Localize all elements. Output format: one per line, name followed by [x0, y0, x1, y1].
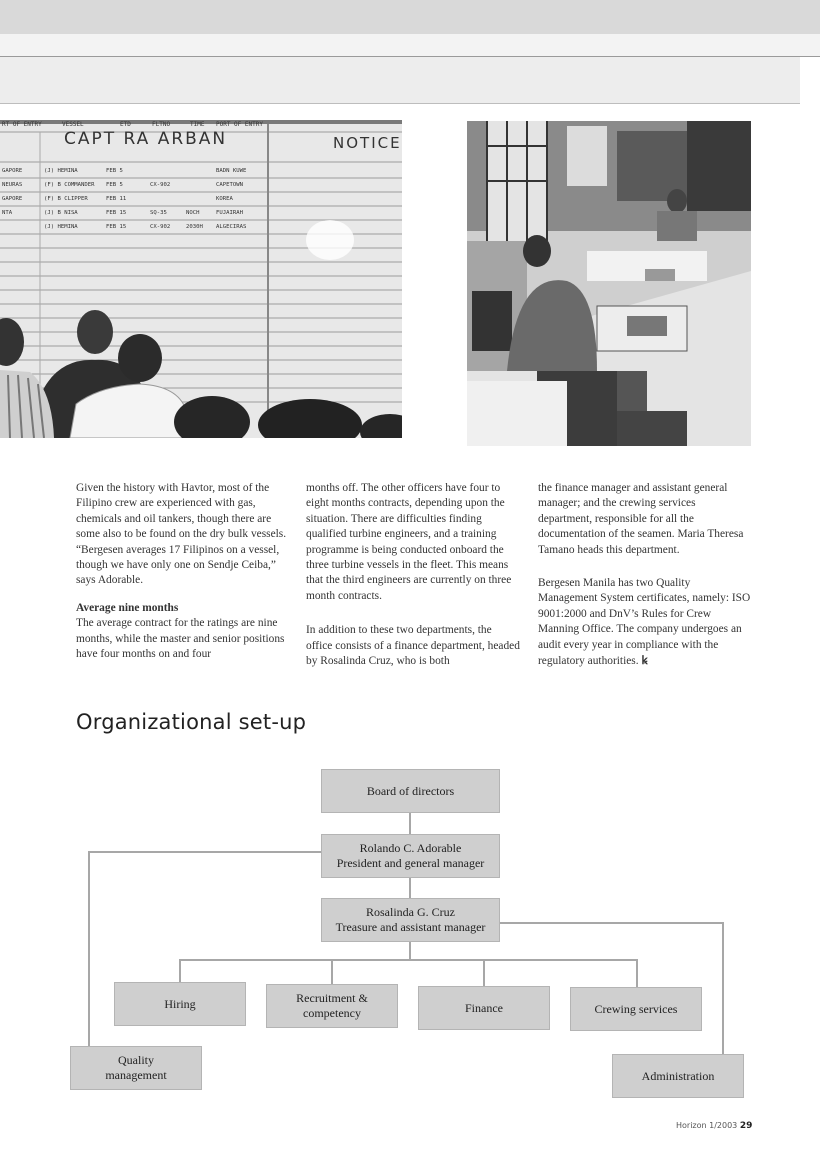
whiteboard-photo — [0, 120, 402, 438]
article-paragraph: In addition to these two departments, the office consists of a finance department, headed by Rosalinda Cruz, who is both — [306, 624, 520, 668]
board-row-vessel: (J) HEMINA — [44, 168, 78, 174]
org-box-label: Board of directors — [366, 783, 455, 798]
org-box-label: Recruitment & competency — [296, 991, 368, 1020]
article-column-3 — [538, 481, 752, 681]
board-header-col3: ETD — [120, 121, 131, 128]
board-header-col5: TIME — [190, 121, 205, 128]
org-box-president — [321, 834, 500, 878]
org-box-role: Treasure and assistant manager — [335, 920, 486, 934]
board-row — [0, 164, 330, 178]
connector-line — [179, 959, 181, 982]
org-box-board — [321, 769, 500, 813]
board-header-col2: VESSEL — [62, 121, 84, 128]
board-row-time: 2030H — [186, 224, 203, 230]
org-box-recruitment — [266, 984, 398, 1028]
header-band — [0, 57, 800, 104]
board-row-flight: CX-902 — [150, 182, 171, 188]
board-row-entry: FUJAIRAH — [216, 210, 243, 216]
board-row — [0, 206, 330, 220]
org-box-hiring — [114, 982, 246, 1026]
board-row-vessel: (J) B NISA — [44, 210, 78, 216]
board-header-col4: FLTNO — [152, 121, 171, 128]
board-row-entry: KOREA — [216, 196, 233, 202]
connector-line — [636, 959, 638, 987]
board-row — [0, 178, 330, 192]
org-box-label: Hiring — [164, 996, 196, 1011]
article-paragraph: the finance manager and assistant general manager; and the crewing services department, responsible for all the documentation of the seamen. Maria Theresa Tamano heads this department. — [538, 482, 744, 556]
connector-line — [409, 812, 411, 834]
connector-line — [179, 959, 638, 961]
board-row-date: FEB 15 — [106, 210, 127, 216]
page-footer — [676, 1121, 752, 1131]
magazine-issue: Horizon 1/2003 — [676, 1121, 738, 1130]
org-box-treasurer — [321, 898, 500, 942]
board-row-port: NEURAS — [2, 182, 23, 188]
office-photo — [467, 121, 751, 446]
board-row-port: GAPORE — [2, 196, 23, 202]
org-box-label: Administration — [641, 1068, 715, 1083]
article-paragraph: The average contract for the ratings are nine months, while the master and senior positions have four months on and four — [76, 617, 285, 661]
org-box-finance — [418, 986, 550, 1030]
board-row-vessel: (F) B CLIPPER — [44, 196, 88, 202]
board-row-entry: ALGECIRAS — [216, 224, 247, 230]
org-box-name: Rosalinda G. Cruz — [366, 905, 455, 919]
article-paragraph: months off. The other officers have four to eight months contracts, depending upon the situation. There are difficulties finding qualified turbine engineers, and a training programme is being conducted onboard the three turbine vessels in the fleet. This means that the third engineers are currently on three month contracts. — [306, 482, 512, 602]
company-logo-icon: ꝃ — [641, 653, 648, 668]
article-paragraph — [538, 576, 752, 669]
board-row-flight: SQ-35 — [150, 210, 167, 216]
page-number: 29 — [739, 1121, 753, 1131]
connector-line — [88, 851, 322, 853]
connector-line — [409, 940, 411, 960]
connector-line — [409, 876, 411, 898]
section-subheading: Average nine months — [76, 601, 179, 614]
article-paragraph: Given the history with Havtor, most of the Filipino crew are experienced with gas, chemicals and oil tankers, though there are some also to be found on the dry bulk vessels. “Bergesen averages 17 Filipinos on a vessel, though we have only one on Sendje Ceiba,” says Adorable. — [76, 482, 287, 587]
org-box-role: President and general manager — [336, 856, 485, 870]
board-row-entry: CAPETOWN — [216, 182, 243, 188]
board-row-date: FEB 15 — [106, 224, 127, 230]
board-row-port: NTA — [2, 210, 13, 216]
board-row-vessel: (F) B COMMANDER — [44, 182, 95, 188]
board-row-date: FEB 5 — [106, 168, 123, 174]
board-header-col1: RT OF ENTRY — [2, 121, 42, 128]
board-row-entry: BADN KUWE — [216, 168, 247, 174]
board-row-time: NOCH — [186, 210, 200, 216]
org-box-crewing — [570, 987, 702, 1031]
org-box-name: Rolando C. Adorable — [359, 841, 462, 855]
org-box-label: Crewing services — [594, 1001, 678, 1016]
connector-line — [88, 851, 90, 1046]
connector-line — [722, 922, 724, 1054]
connector-line — [483, 959, 485, 986]
board-rows — [0, 164, 330, 234]
board-row — [0, 220, 330, 234]
connector-line — [498, 922, 724, 924]
article-column-2 — [306, 481, 520, 681]
board-header-col6: PORT OF ENTRY — [216, 121, 263, 128]
connector-line — [331, 959, 333, 984]
board-row-flight: CX-902 — [150, 224, 171, 230]
board-row — [0, 192, 330, 206]
article-column-1 — [76, 481, 290, 674]
board-row-date: FEB 5 — [106, 182, 123, 188]
article-paragraph-text: Bergesen Manila has two Quality Management System certificates, namely: ISO 9001:2000 and DnV’s Rules for Crew Manning Office. The company undergoes an audit every year in compliance with the regulatory authorities. — [538, 577, 751, 668]
org-box-quality — [70, 1046, 202, 1090]
board-row-port: GAPORE — [2, 168, 23, 174]
board-row-date: FEB 11 — [106, 196, 127, 202]
org-box-label: Finance — [465, 1000, 503, 1015]
org-chart-title: Organizational set-up — [76, 710, 307, 734]
board-row-vessel: (J) HEMINA — [44, 224, 78, 230]
board-title: CAPT RA ARBAN — [64, 129, 228, 149]
org-box-label: Quality management — [105, 1053, 167, 1082]
top-margin-band — [0, 0, 820, 34]
board-notice: NOTICE — [333, 134, 402, 152]
top-rule-band — [0, 34, 820, 57]
org-box-administration — [612, 1054, 744, 1098]
